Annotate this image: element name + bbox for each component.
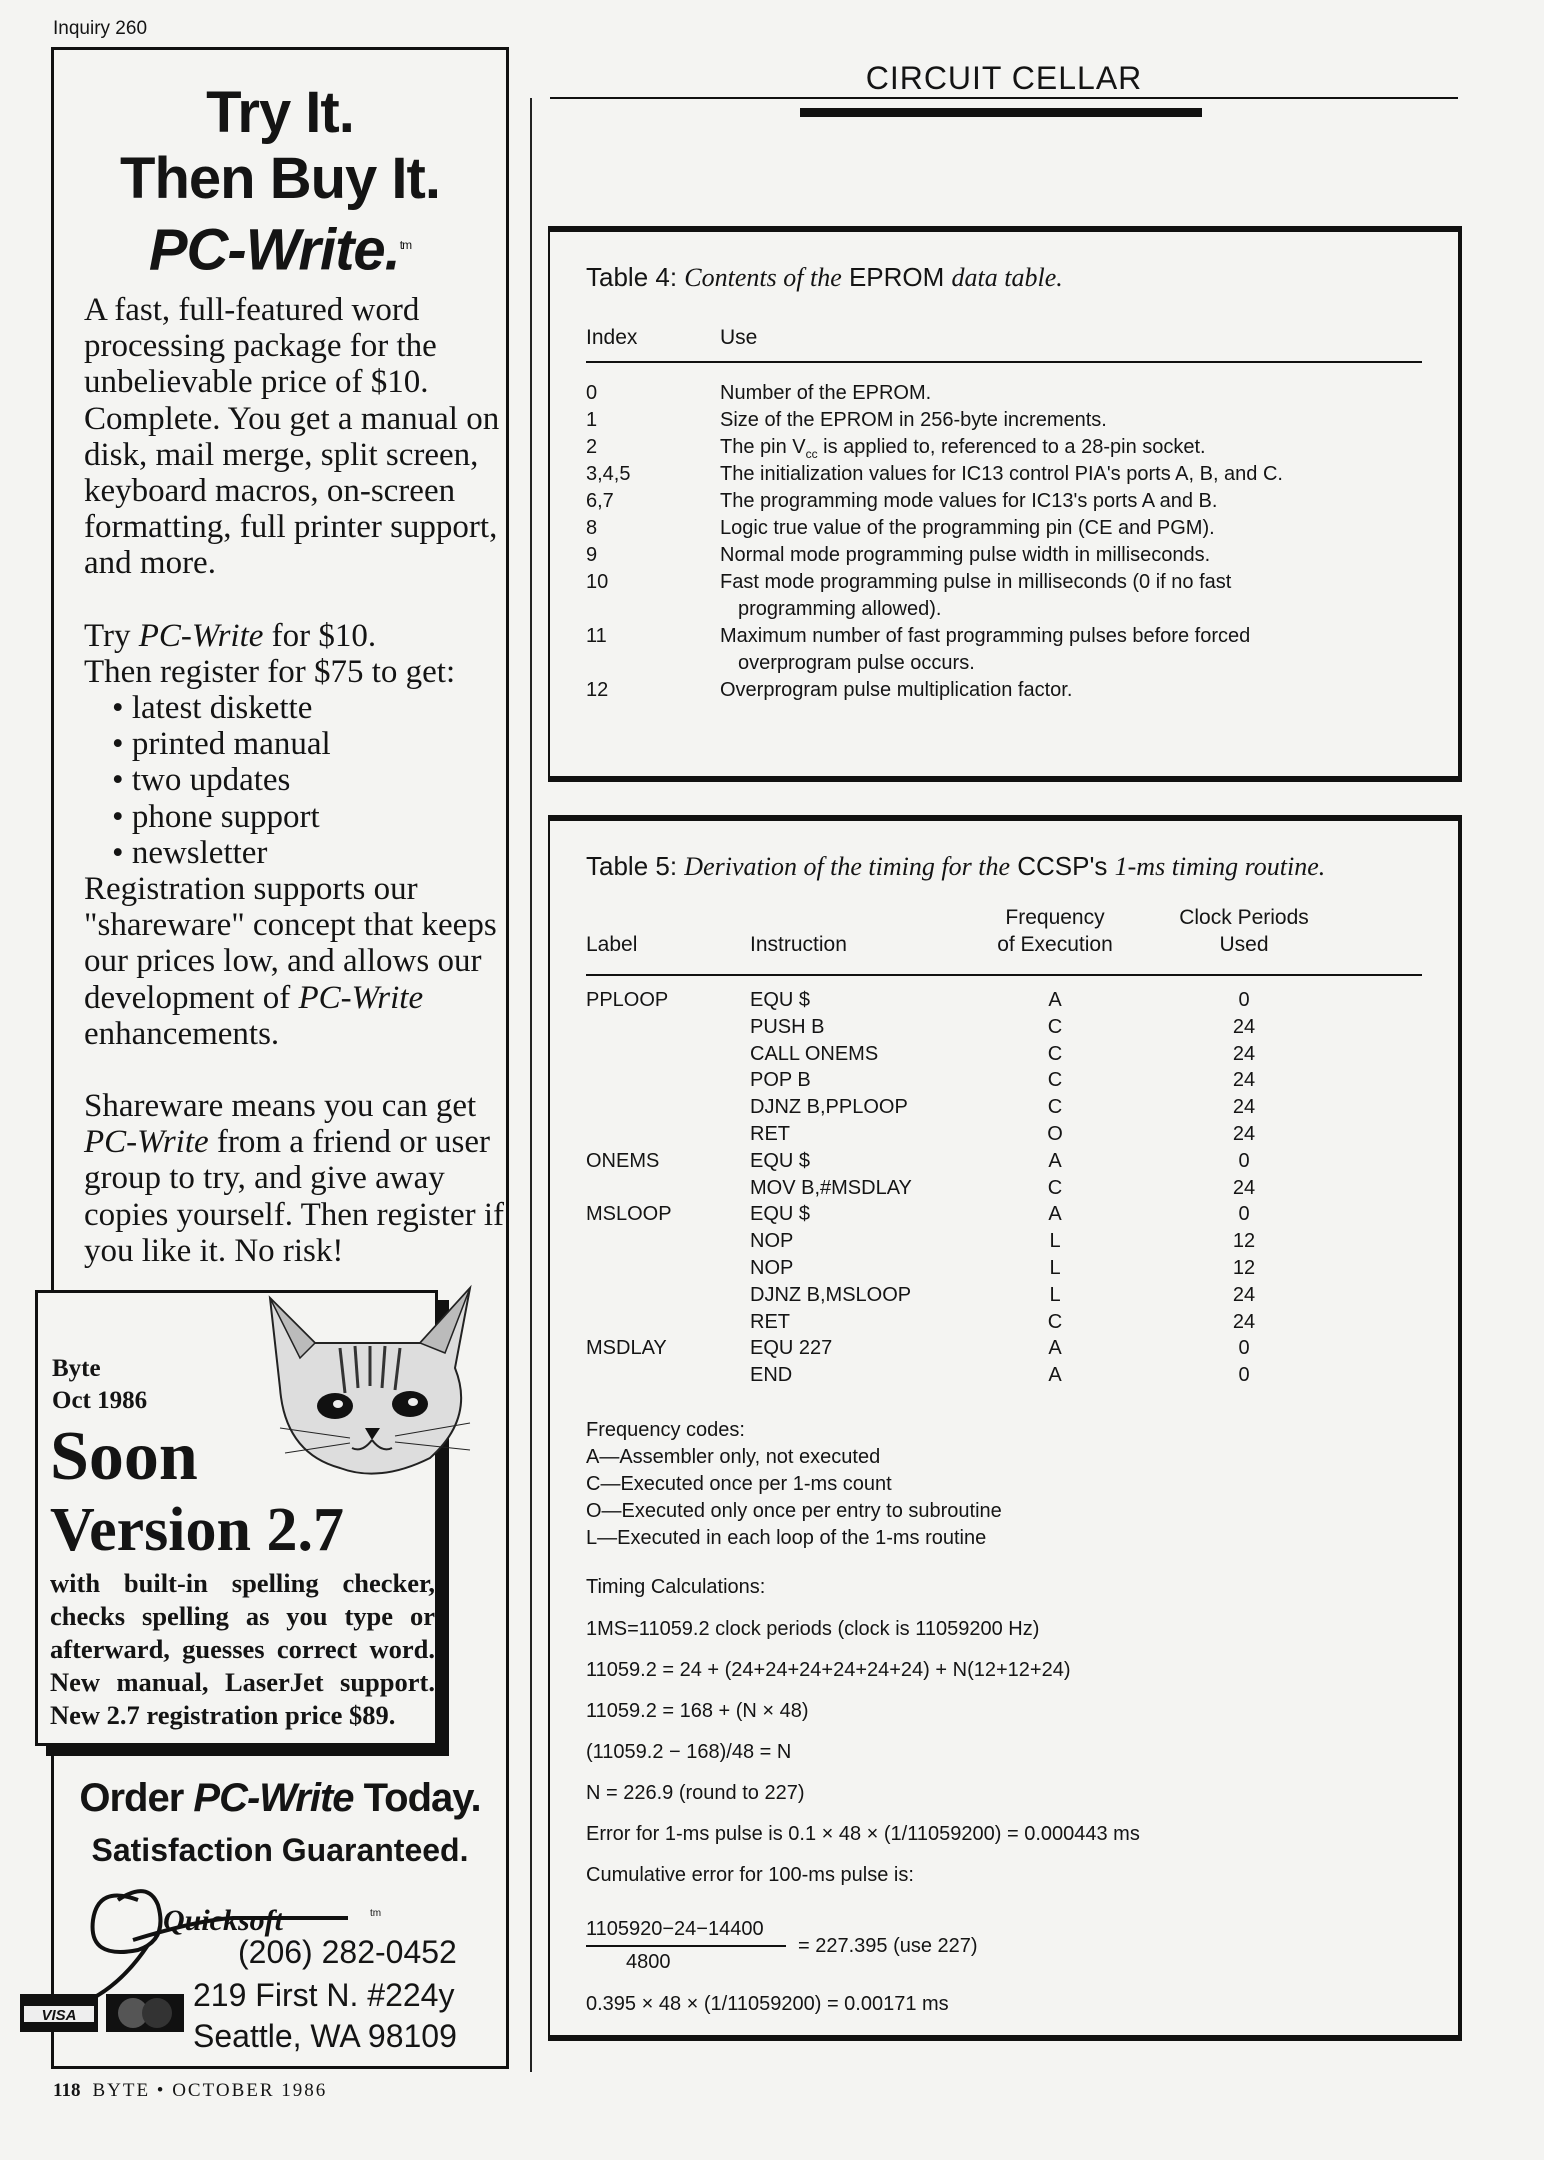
table-row-index: 12 [586,679,609,701]
timing-calc: Error for 1-ms pulse is 0.1 × 48 × (1/11059200) = 0.000443 ms [586,1823,1140,1845]
table-cell-frequency: C [1047,1310,1063,1333]
soon-heading: Soon [50,1418,198,1495]
table-cell-frequency: A [1048,1203,1062,1226]
table-cell-instruction: EQU $ [750,1149,811,1172]
table-row-index: 8 [586,517,598,539]
table-cell-frequency: C [1047,1042,1063,1065]
address-line-2: Seattle, WA 98109 [193,2018,457,2054]
table-cell-clock: 0 [1238,1149,1250,1172]
phone-number: (206) 282-0452 [238,1934,457,1970]
table-cell-clock: 24 [1232,1283,1256,1306]
table-cell-clock: 24 [1232,1123,1256,1145]
column-header-clock-periods: Clock Periods Used [1179,906,1309,956]
frequency-code: A—Assembler only, not executed [586,1446,881,1468]
timing-title: Timing Calculations: [586,1576,766,1598]
table-cell-frequency: C [1047,1176,1063,1199]
fraction-result: = 227.395 (use 227) [798,1935,978,1957]
table-cell-instruction: RET [750,1123,790,1145]
table-cell-clock: 0 [1238,1337,1250,1360]
table-cell-frequency: L [1049,1230,1061,1253]
ad-registration: Registration supports our "shareware" concept that keeps our prices low, and allows our development of PC-Write enhancements. [84,871,497,1052]
table-row-index: 1 [586,409,598,431]
kitten-illustration [240,1268,495,1488]
table-cell-label: MSLOOP [586,1203,672,1226]
ad-shareware: Shareware means you can get PC-Write from a friend or user group to try, and give away copies yourself. Then register if you like it. No risk! [84,1088,505,1269]
table-cell-frequency: C [1047,1069,1063,1092]
column-header-label: Label [586,933,638,956]
table-cell-instruction: EQU $ [750,1203,811,1226]
table-row-use: The initialization values for IC13 control PIA's ports A, B, and C. [720,463,1283,485]
table-cell-clock: 24 [1232,1310,1256,1333]
table-4 [548,226,1462,782]
table-cell-clock: 0 [1238,1364,1250,1387]
table-row-use: Overprogram pulse multiplication factor. [720,679,1073,701]
benefit-item: • phone support [112,799,514,835]
header-rule-thin [550,97,1458,99]
table-row-use: Size of the EPROM in 256-byte increments. [720,409,1107,431]
table-row-use: Fast mode programming pulse in milliseconds (0 if no fast [720,571,1232,593]
fraction-denominator: 4800 [626,1951,671,1973]
table-row-use: Maximum number of fast programming pulses before forced [720,625,1251,647]
table-row-use: Logic true value of the programming pin (CE and PGM). [720,517,1215,539]
logo-trademark: tm [370,1908,382,1919]
table-cell-frequency: A [1048,989,1062,1011]
timing-calc: 1MS=11059.2 clock periods (clock is 11059200 Hz) [586,1618,1040,1640]
version-heading: Version 2.7 [50,1496,344,1564]
column-header-index: Index [586,326,638,349]
address-line-1: 219 First N. #224y [193,1977,455,2013]
timing-calc: (11059.2 − 168)/48 = N [586,1741,792,1763]
table-cell-clock: 0 [1238,989,1250,1011]
ad-register: Then register for $75 to get: [84,653,456,690]
table-row-index: 10 [586,571,609,593]
timing-calc: N = 226.9 (round to 227) [586,1782,805,1804]
table-row-index: 9 [586,544,598,566]
table-cell-instruction: PUSH B [750,1015,825,1038]
benefit-list [84,690,514,871]
ad-body [84,292,514,1269]
ad-headline [54,80,506,283]
table-cell-clock: 12 [1232,1257,1256,1279]
table-row-use: Number of the EPROM. [720,382,932,404]
table-cell-label: PPLOOP [586,989,669,1011]
table-cell-instruction: EQU $ [750,989,811,1011]
guarantee-text: Satisfaction Guaranteed. [91,1832,469,1868]
advertisement [51,47,509,2069]
ad-try: Try PC-Write for $10. [84,617,377,654]
headline-product: PC-Write. [148,217,400,283]
inquiry-number: Inquiry 260 [53,18,148,39]
benefit-item: • printed manual [112,726,514,762]
table-4-header-rule [586,361,1422,363]
table-cell-clock: 24 [1232,1096,1256,1119]
frequency-code: L—Executed in each loop of the 1-ms routine [586,1527,987,1549]
table-row-index: 6,7 [586,490,614,512]
table-cell-frequency: O [1047,1123,1063,1145]
table-row-index: 11 [586,625,607,647]
frequency-code: C—Executed once per 1-ms count [586,1473,892,1495]
table-cell-instruction: CALL ONEMS [750,1042,879,1065]
table-cell-label: ONEMS [586,1149,660,1172]
trademark-mark: tm [399,238,412,252]
column-header-frequency: Frequency of Execution [997,906,1113,956]
table-cell-frequency: C [1047,1015,1063,1038]
frequency-codes: Frequency codes: A—Assembler only, not executed C—Executed once per 1-ms count O—Executed only once per entry to subroutine L—Executed in each loop of the 1-ms routine [586,1417,1176,1552]
table-row-use: The pin $V_{cc}$ is applied to, referenced to a 28-pin socket. [720,436,1206,461]
table-cell-clock: 12 [1232,1230,1256,1253]
table-cell-instruction: DJNZ B,PPLOOP [750,1096,908,1119]
column-header-instruction: Instruction [750,933,847,956]
table-4-caption: Table 4: Contents of the EPROM data table. [586,262,1063,292]
table-cell-frequency: L [1049,1283,1061,1306]
svg-text:Quicksoft: Quicksoft [163,1904,283,1937]
column-header-use: Use [720,326,758,349]
table-cell-instruction: NOP [750,1230,794,1253]
svg-text:VISA: VISA [41,2007,77,2024]
table-cell-instruction: POP B [750,1069,811,1092]
fraction-numerator: 1105920−24−14400 [586,1918,764,1940]
table-cell-instruction: RET [750,1310,790,1333]
byte-date-label: Byte Oct 1986 [52,1355,148,1414]
table-cell-frequency: C [1047,1096,1063,1119]
table-cell-clock: 24 [1232,1042,1256,1065]
ad-intro: A fast, full-featured word processing package for the unbelievable price of $10. Complete. You get a manual on disk, mail merge, split screen, keyboard macros, on-screen formatting, full printer support, and more. [84,292,500,582]
table-cell-label: MSDLAY [586,1337,667,1360]
table-row-index: 3,4,5 [586,463,631,485]
benefit-item: • two updates [112,762,514,798]
timing-calc: 11059.2 = 168 + (N × 48) [586,1700,809,1722]
table-cell-instruction: MOV B,#MSDLAY [750,1176,912,1199]
page-folio: 118 BYTE • OCTOBER 1986 [53,2080,328,2101]
table-cell-clock: 24 [1232,1015,1256,1038]
headline-line-1: Try It. [206,80,354,145]
headline-line-2: Then Buy It. [120,146,440,211]
benefit-item: • latest diskette [112,690,514,726]
timing-calc: Cumulative error for 100-ms pulse is: [586,1864,914,1886]
header-rule-thick [800,108,1202,117]
table-cell-clock: 24 [1232,1069,1256,1092]
final-calc: 0.395 × 48 × (1/11059200) = 0.00171 ms [586,1993,949,2015]
table-row-use: Normal mode programming pulse width in milliseconds. [720,544,1211,566]
table-5 [548,815,1462,2041]
section-header: CIRCUIT CELLAR [865,60,1143,96]
table-row-use: The programming mode values for IC13's ports A and B. [720,490,1218,512]
table-cell-frequency: A [1048,1337,1062,1360]
credit-card-logos [18,1990,188,2036]
table-cell-clock: 0 [1238,1203,1250,1226]
table-cell-instruction: NOP [750,1257,794,1279]
version-description: with built-in spelling checker, checks spelling as you type or afterward, guesses correct word. New manual, LaserJet support. New 2.7 registration price $89. [50,1568,435,1730]
table-row-index: 2 [586,436,598,458]
table-row-use-continued: programming allowed). [738,598,942,620]
column-rule [530,98,532,2072]
order-heading: Order PC-Write Today. [79,1776,481,1820]
table-5-caption: Table 5: Derivation of the timing for the CCSP's 1-ms timing routine. [586,851,1326,881]
table-cell-frequency: A [1048,1364,1062,1387]
table-cell-frequency: L [1049,1257,1061,1279]
table-cell-frequency: A [1048,1149,1062,1172]
table-row-index: 0 [586,382,598,404]
table-5-header-rule [586,974,1422,976]
table-cell-instruction: DJNZ B,MSLOOP [750,1283,912,1306]
table-cell-instruction: EQU 227 [750,1337,833,1360]
table-cell-instruction: END [750,1364,793,1387]
fraction-bar [586,1945,786,1947]
table-cell-clock: 24 [1232,1176,1256,1199]
frequency-code: O—Executed only once per entry to subroutine [586,1500,1002,1522]
timing-calc: 11059.2 = 24 + (24+24+24+24+24+24) + N(12+12+24) [586,1659,1071,1681]
benefit-item: • newsletter [112,835,514,871]
table-row-use-continued: overprogram pulse occurs. [738,652,975,674]
